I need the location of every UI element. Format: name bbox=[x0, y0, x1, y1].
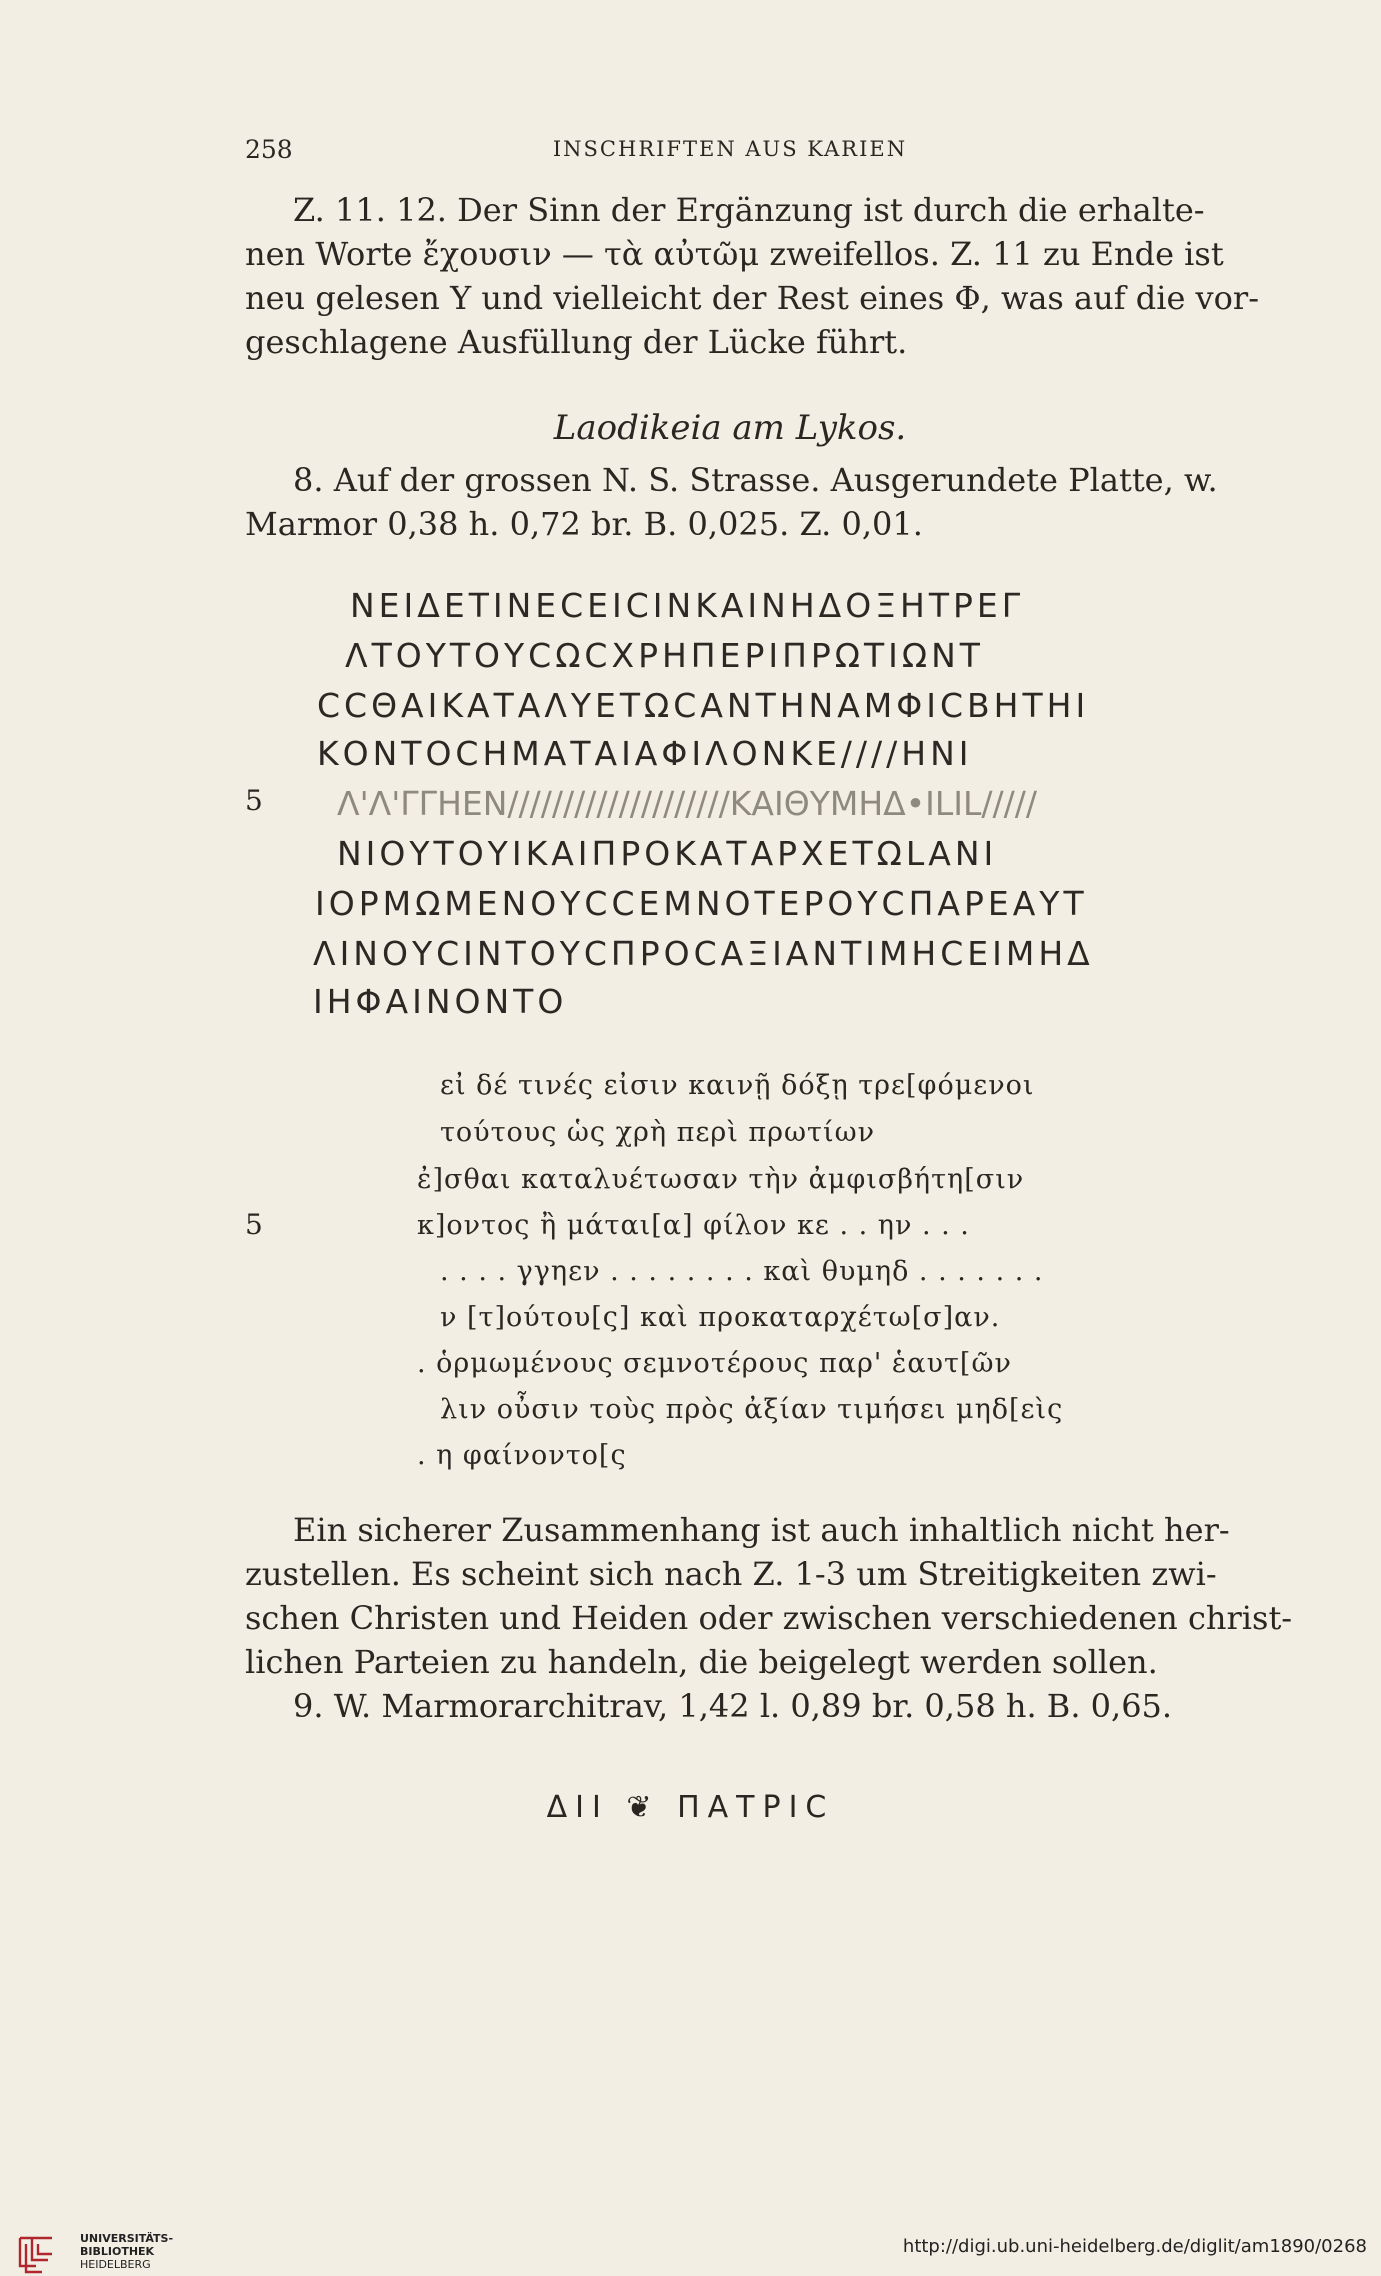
minuscule-line: τούτους ὡς χρὴ περὶ πρωτίων bbox=[440, 1117, 875, 1148]
text-line: Ein sicherer Zusammenhang ist auch inhaltlich nicht her- bbox=[293, 1511, 1230, 1549]
majuscule-line: ΝΕΙΔΕΤΙΝΕCΕΙCΙΝΚΑΙΝΗΔΟΞΗΤΡΕΓ bbox=[350, 586, 1025, 625]
majuscule-line: CCΘΑΙΚΑΤΑΛΥΕΤΩCΑΝΤΗΝΑΜΦΙCΒΗΤΗΙ bbox=[317, 686, 1090, 725]
majuscule-line: ΚΟΝΤΟCΗΜΑΤΑΙΑΦΙΛΟΝΚΕ////ΗΝΙ bbox=[317, 734, 973, 773]
minuscule-line: εἰ δέ τινές εἰσιν καινῇ δόξῃ τρε[φόμενοι bbox=[440, 1070, 1035, 1101]
library-logo-icon bbox=[12, 2232, 68, 2276]
library-name-line: HEIDELBERG bbox=[80, 2258, 151, 2271]
text-line: neu gelesen Υ und vielleicht der Rest eines Φ, was auf die vor- bbox=[245, 279, 1259, 317]
majuscule-line: Λ'Λ'ΓΓΗΕΝ////////////////////ΚΑΙΘΥΜΗΔ•ΙLΙL///// bbox=[337, 784, 1038, 823]
line-number: 5 bbox=[245, 784, 263, 817]
minuscule-line: λιν οὖσιν τοὺς πρὸς ἀξίαν τιμήσει μηδ[εὶς bbox=[440, 1394, 1064, 1425]
paragraph-inscription-9-description bbox=[245, 1684, 1215, 1728]
text-line: Marmor 0,38 h. 0,72 br. B. 0,025. Z. 0,01. bbox=[245, 505, 923, 543]
minuscule-line: . . . . γγηεν . . . . . . . . καὶ θυμηδ . . . . . . . bbox=[440, 1256, 1044, 1287]
library-name-line: BIBLIOTHEK bbox=[80, 2245, 155, 2258]
text-line: 9. W. Marmorarchitrav, 1,42 l. 0,89 br. 0,58 h. B. 0,65. bbox=[293, 1687, 1173, 1725]
running-title: INSCHRIFTEN AUS KARIEN bbox=[552, 137, 908, 161]
footer bbox=[0, 2222, 1381, 2276]
library-name bbox=[80, 2232, 173, 2271]
text-line: lichen Parteien zu handeln, die beigelegt werden sollen. bbox=[245, 1643, 1158, 1681]
majuscule-line: ΛΤΟΥΤΟΥCΩCΧΡΗΠΕΡΙΠΡΩΤΙΩΝΤ bbox=[345, 636, 984, 675]
text-line: Z. 11. 12. Der Sinn der Ergänzung ist durch die erhalte- bbox=[293, 191, 1205, 229]
page-number: 258 bbox=[245, 135, 293, 164]
minuscule-line: ν [τ]ούτου[ς] καὶ προκαταρχέτω[σ]αν. bbox=[440, 1302, 1001, 1333]
minuscule-line: ἐ]σθαι καταλυέτωσαν τὴν ἀμφισβήτη[σιν bbox=[417, 1164, 1025, 1195]
majuscule-line: ΛΙΝΟΥCΙΝΤΟΥCΠΡΟCΑΞΙΑΝΤΙΜΗCΕΙΜΗΔ bbox=[313, 934, 1094, 973]
minuscule-line: κ]οντος ἢ μάται[α] φίλον κε . . ην . . . bbox=[417, 1210, 970, 1241]
text-line: zustellen. Es scheint sich nach Z. 1-3 um Streitigkeiten zwi- bbox=[245, 1555, 1217, 1593]
majuscule-line: ΝΙΟΥΤΟΥΙΚΑΙΠΡΟΚΑΤΑΡΧΕΤΩLΑΝΙ bbox=[337, 834, 998, 873]
text-line: nen Worte ἔχουσιν — τὰ αὐτῶμ zweifellos. Z. 11 zu Ende ist bbox=[245, 235, 1224, 273]
minuscule-line: . ὁρμωμένους σεμνοτέρους παρ' ἑαυτ[ῶν bbox=[417, 1348, 1012, 1379]
majuscule-line: ΙΟΡΜΩΜΕΝΟΥCCΕΜΝΟΤΕΡΟΥCΠΑΡΕΑΥΤ bbox=[315, 884, 1088, 923]
page-header bbox=[245, 135, 1215, 175]
minuscule-line: . η φαίνοντο[ς bbox=[417, 1440, 627, 1471]
section-title: Laodikeia am Lykos. bbox=[553, 408, 907, 448]
text-line: 8. Auf der grossen N. S. Strasse. Ausgerundete Platte, w. bbox=[293, 461, 1218, 499]
line-number: 5 bbox=[245, 1208, 263, 1241]
majuscule-line: ΙΗΦΑΙΝΟΝΤΟ bbox=[313, 982, 568, 1021]
paragraph-interpretation bbox=[245, 1508, 1293, 1684]
text-line: schen Christen und Heiden oder zwischen verschiedenen christ- bbox=[245, 1599, 1293, 1637]
paragraph-inscription-8-description bbox=[245, 458, 1218, 546]
paragraph-commentary-z11 bbox=[245, 188, 1259, 364]
source-url-link[interactable]: http://digi.ub.uni-heidelberg.de/diglit/am1890/0268 bbox=[902, 2236, 1367, 2257]
text-line: geschlagene Ausfüllung der Lücke führt. bbox=[245, 323, 908, 361]
inscription-9-text: ΔΙΙ ❦ ΠΑΤΡΙC bbox=[546, 1790, 835, 1825]
library-name-line: UNIVERSITÄTS- bbox=[80, 2232, 174, 2245]
